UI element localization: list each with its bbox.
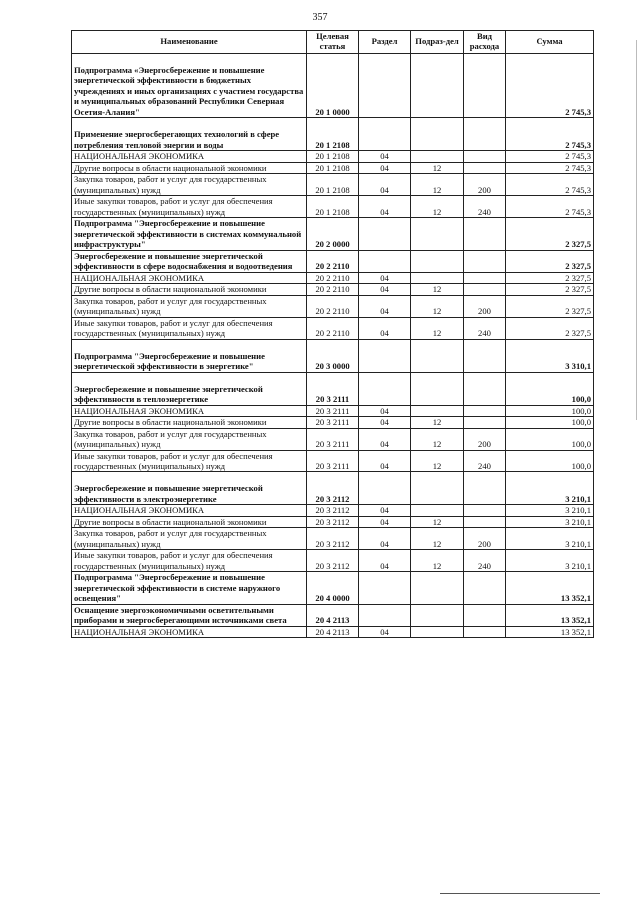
cell-expense-type <box>464 151 506 162</box>
cell-section <box>359 250 411 272</box>
table-row <box>72 272 594 283</box>
cell-name: НАЦИОНАЛЬНАЯ ЭКОНОМИКА <box>72 405 307 416</box>
cell-target-code: 20 1 2108 <box>307 151 359 162</box>
cell-subsection <box>411 118 464 151</box>
cell-sum: 3 210,1 <box>506 528 594 550</box>
cell-subsection: 12 <box>411 284 464 295</box>
cell-name: Подпрограмма "Энергосбережение и повышение энергетической эффективности в системе наружного освещения" <box>72 572 307 604</box>
cell-subsection <box>411 151 464 162</box>
cell-expense-type <box>464 572 506 604</box>
cell-name: Подпрограмма "Энергосбережение и повышение энергетической эффективности в системах коммунальной инфраструктуры" <box>72 218 307 250</box>
cell-name: Иные закупки товаров, работ и услуг для обеспечения государственных (муниципальных) нужд <box>72 550 307 572</box>
cell-name: Оснащение энергоэкономичными осветительными приборами и энергосберегающими источниками света <box>72 604 307 626</box>
cell-section <box>359 604 411 626</box>
cell-target-code: 20 2 2110 <box>307 250 359 272</box>
table-row <box>72 450 594 472</box>
cell-section: 04 <box>359 626 411 637</box>
cell-expense-type <box>464 372 506 405</box>
cell-section: 04 <box>359 505 411 516</box>
cell-subsection <box>411 405 464 416</box>
cell-section <box>359 118 411 151</box>
table-row <box>72 118 594 151</box>
cell-section <box>359 339 411 372</box>
cell-expense-type: 200 <box>464 174 506 196</box>
cell-expense-type <box>464 54 506 118</box>
cell-section: 04 <box>359 284 411 295</box>
cell-expense-type <box>464 218 506 250</box>
cell-expense-type <box>464 272 506 283</box>
cell-sum: 2 327,5 <box>506 250 594 272</box>
cell-target-code: 20 2 2110 <box>307 272 359 283</box>
table-row <box>72 218 594 250</box>
cell-target-code: 20 3 2111 <box>307 372 359 405</box>
cell-sum: 2 745,3 <box>506 54 594 118</box>
cell-subsection: 12 <box>411 162 464 173</box>
cell-expense-type: 240 <box>464 450 506 472</box>
cell-section <box>359 218 411 250</box>
cell-expense-type: 200 <box>464 295 506 317</box>
cell-sum: 3 310,1 <box>506 339 594 372</box>
table-row <box>72 54 594 118</box>
cell-section: 04 <box>359 317 411 339</box>
cell-sum: 13 352,1 <box>506 604 594 626</box>
cell-name: НАЦИОНАЛЬНАЯ ЭКОНОМИКА <box>72 151 307 162</box>
header-sum: Сумма <box>506 31 594 54</box>
cell-name: Иные закупки товаров, работ и услуг для обеспечения государственных (муниципальных) нужд <box>72 317 307 339</box>
cell-target-code: 20 2 2110 <box>307 317 359 339</box>
cell-name: Иные закупки товаров, работ и услуг для обеспечения государственных (муниципальных) нужд <box>72 450 307 472</box>
cell-subsection <box>411 218 464 250</box>
cell-target-code: 20 3 2111 <box>307 417 359 428</box>
header-subsection: Подраз-дел <box>411 31 464 54</box>
footer-rule <box>440 893 600 894</box>
cell-sum: 3 210,1 <box>506 516 594 527</box>
cell-sum: 2 327,5 <box>506 295 594 317</box>
cell-subsection: 12 <box>411 295 464 317</box>
cell-name: Энергосбережение и повышение энергетической эффективности в электроэнергетике <box>72 472 307 505</box>
cell-subsection: 12 <box>411 550 464 572</box>
cell-target-code: 20 3 2112 <box>307 528 359 550</box>
cell-section: 04 <box>359 450 411 472</box>
cell-sum: 100,0 <box>506 428 594 450</box>
cell-target-code: 20 4 0000 <box>307 572 359 604</box>
cell-section: 04 <box>359 196 411 218</box>
cell-section: 04 <box>359 295 411 317</box>
table-row <box>72 626 594 637</box>
cell-name: Применение энергосберегающих технологий в сфере потребления тепловой энергии и воды <box>72 118 307 151</box>
cell-sum: 3 210,1 <box>506 472 594 505</box>
cell-sum: 100,0 <box>506 417 594 428</box>
cell-target-code: 20 1 2108 <box>307 174 359 196</box>
cell-section: 04 <box>359 528 411 550</box>
table-row <box>72 162 594 173</box>
cell-sum: 3 210,1 <box>506 505 594 516</box>
cell-target-code: 20 3 2112 <box>307 505 359 516</box>
cell-section: 04 <box>359 174 411 196</box>
table-row <box>72 372 594 405</box>
cell-subsection <box>411 372 464 405</box>
cell-target-code: 20 1 2108 <box>307 162 359 173</box>
cell-target-code: 20 1 2108 <box>307 118 359 151</box>
cell-expense-type <box>464 626 506 637</box>
cell-expense-type: 240 <box>464 196 506 218</box>
cell-section: 04 <box>359 550 411 572</box>
cell-section <box>359 372 411 405</box>
table-row <box>72 572 594 604</box>
table-row <box>72 151 594 162</box>
header-code: Целевая статья <box>307 31 359 54</box>
cell-sum: 2 745,3 <box>506 162 594 173</box>
cell-section: 04 <box>359 516 411 527</box>
cell-expense-type: 200 <box>464 528 506 550</box>
cell-sum: 100,0 <box>506 450 594 472</box>
cell-sum: 100,0 <box>506 372 594 405</box>
cell-target-code: 20 3 2111 <box>307 450 359 472</box>
cell-name: Закупка товаров, работ и услуг для государственных (муниципальных) нужд <box>72 428 307 450</box>
cell-name: НАЦИОНАЛЬНАЯ ЭКОНОМИКА <box>72 272 307 283</box>
table-row <box>72 339 594 372</box>
cell-section: 04 <box>359 405 411 416</box>
cell-section: 04 <box>359 151 411 162</box>
cell-sum: 3 210,1 <box>506 550 594 572</box>
cell-subsection: 12 <box>411 417 464 428</box>
cell-name: Иные закупки товаров, работ и услуг для обеспечения государственных (муниципальных) нужд <box>72 196 307 218</box>
cell-section <box>359 472 411 505</box>
cell-subsection <box>411 572 464 604</box>
cell-name: Другие вопросы в области национальной экономики <box>72 417 307 428</box>
header-expense-type: Вид расхода <box>464 31 506 54</box>
cell-expense-type <box>464 284 506 295</box>
cell-subsection <box>411 250 464 272</box>
cell-section <box>359 54 411 118</box>
cell-sum: 2 327,5 <box>506 284 594 295</box>
table-row <box>72 417 594 428</box>
cell-subsection: 12 <box>411 528 464 550</box>
table-row <box>72 550 594 572</box>
cell-subsection: 12 <box>411 317 464 339</box>
cell-target-code: 20 3 2111 <box>307 405 359 416</box>
cell-expense-type <box>464 604 506 626</box>
cell-section: 04 <box>359 272 411 283</box>
table-row <box>72 284 594 295</box>
cell-expense-type <box>464 405 506 416</box>
cell-sum: 2 745,3 <box>506 174 594 196</box>
cell-subsection <box>411 505 464 516</box>
cell-target-code: 20 2 2110 <box>307 295 359 317</box>
cell-name: Закупка товаров, работ и услуг для государственных (муниципальных) нужд <box>72 295 307 317</box>
cell-sum: 2 327,5 <box>506 218 594 250</box>
cell-subsection <box>411 54 464 118</box>
cell-subsection <box>411 604 464 626</box>
cell-subsection <box>411 626 464 637</box>
table-row <box>72 405 594 416</box>
cell-subsection: 12 <box>411 450 464 472</box>
table-row <box>72 196 594 218</box>
cell-target-code: 20 3 2112 <box>307 472 359 505</box>
table-header-row <box>72 31 594 54</box>
table-row <box>72 317 594 339</box>
header-section: Раздел <box>359 31 411 54</box>
cell-name: Закупка товаров, работ и услуг для государственных (муниципальных) нужд <box>72 528 307 550</box>
cell-sum: 100,0 <box>506 405 594 416</box>
cell-name: НАЦИОНАЛЬНАЯ ЭКОНОМИКА <box>72 505 307 516</box>
cell-subsection <box>411 339 464 372</box>
cell-expense-type <box>464 516 506 527</box>
cell-subsection <box>411 472 464 505</box>
cell-name: Энергосбережение и повышение энергетической эффективности в сфере водоснабжения и водоотведения <box>72 250 307 272</box>
table-row <box>72 472 594 505</box>
cell-expense-type <box>464 472 506 505</box>
table-row <box>72 428 594 450</box>
table-row <box>72 604 594 626</box>
scan-edge-mark <box>636 40 639 420</box>
cell-sum: 2 745,3 <box>506 151 594 162</box>
cell-sum: 13 352,1 <box>506 572 594 604</box>
table-row <box>72 250 594 272</box>
cell-expense-type <box>464 250 506 272</box>
cell-subsection <box>411 272 464 283</box>
cell-name: Подпрограмма «Энергосбережение и повышение энергетической эффективности в бюджетных учреждениях и иных организациях с участием государства и муниципальных образований Республики Северная Осетия-Алания" <box>72 54 307 118</box>
cell-target-code: 20 2 0000 <box>307 218 359 250</box>
cell-expense-type: 240 <box>464 317 506 339</box>
cell-target-code: 20 1 0000 <box>307 54 359 118</box>
cell-target-code: 20 3 2112 <box>307 516 359 527</box>
table-row <box>72 505 594 516</box>
cell-subsection: 12 <box>411 428 464 450</box>
cell-sum: 2 327,5 <box>506 317 594 339</box>
cell-expense-type <box>464 505 506 516</box>
cell-name: Другие вопросы в области национальной экономики <box>72 516 307 527</box>
page-number: 357 <box>312 12 328 23</box>
cell-expense-type <box>464 417 506 428</box>
cell-expense-type <box>464 118 506 151</box>
cell-section <box>359 572 411 604</box>
budget-table <box>71 30 594 638</box>
cell-expense-type <box>464 339 506 372</box>
cell-subsection: 12 <box>411 174 464 196</box>
table-row <box>72 174 594 196</box>
cell-sum: 2 327,5 <box>506 272 594 283</box>
cell-expense-type: 240 <box>464 550 506 572</box>
cell-name: Другие вопросы в области национальной экономики <box>72 284 307 295</box>
cell-sum: 13 352,1 <box>506 626 594 637</box>
cell-expense-type <box>464 162 506 173</box>
cell-target-code: 20 3 2112 <box>307 550 359 572</box>
cell-name: Энергосбережение и повышение энергетической эффективности в теплоэнергетике <box>72 372 307 405</box>
table-row <box>72 516 594 527</box>
cell-section: 04 <box>359 428 411 450</box>
cell-section: 04 <box>359 417 411 428</box>
cell-target-code: 20 4 2113 <box>307 604 359 626</box>
cell-name: Подпрограмма "Энергосбережение и повышение энергетической эффективности в энергетике" <box>72 339 307 372</box>
cell-name: Закупка товаров, работ и услуг для государственных (муниципальных) нужд <box>72 174 307 196</box>
cell-target-code: 20 2 2110 <box>307 284 359 295</box>
cell-name: Другие вопросы в области национальной экономики <box>72 162 307 173</box>
header-name: Наименование <box>72 31 307 54</box>
cell-section: 04 <box>359 162 411 173</box>
cell-sum: 2 745,3 <box>506 118 594 151</box>
table-row <box>72 528 594 550</box>
cell-sum: 2 745,3 <box>506 196 594 218</box>
cell-subsection: 12 <box>411 196 464 218</box>
cell-subsection: 12 <box>411 516 464 527</box>
cell-target-code: 20 1 2108 <box>307 196 359 218</box>
cell-name: НАЦИОНАЛЬНАЯ ЭКОНОМИКА <box>72 626 307 637</box>
table-row <box>72 295 594 317</box>
cell-target-code: 20 4 2113 <box>307 626 359 637</box>
cell-expense-type: 200 <box>464 428 506 450</box>
cell-target-code: 20 3 0000 <box>307 339 359 372</box>
cell-target-code: 20 3 2111 <box>307 428 359 450</box>
